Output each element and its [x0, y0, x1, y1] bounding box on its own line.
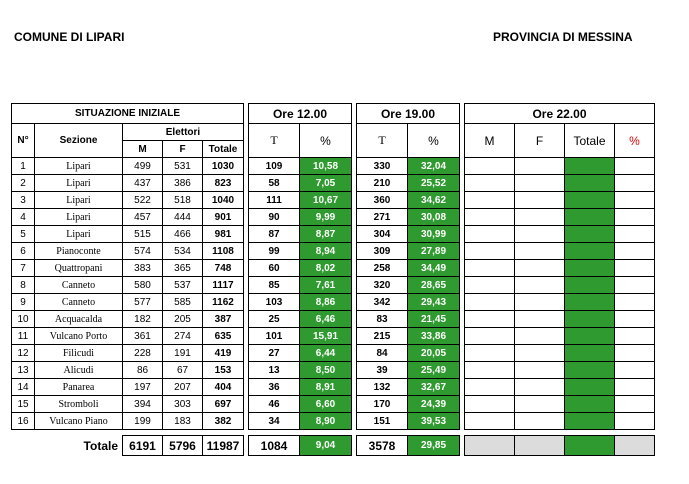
- row-f: 191: [163, 345, 203, 362]
- row-empty-ore22: [615, 294, 655, 311]
- row-empty-ore22: [465, 158, 515, 175]
- row-totale: 697: [203, 396, 244, 413]
- row-t19: 210: [357, 175, 408, 192]
- row-sezione: Quattropani: [35, 260, 123, 277]
- row-empty-ore22: [465, 328, 515, 345]
- row-empty-ore22: [565, 294, 615, 311]
- row-t19: 83: [357, 311, 408, 328]
- row-empty-ore22: [515, 175, 565, 192]
- row-empty-ore22: [565, 396, 615, 413]
- table-row: [12, 226, 655, 243]
- row-f: 205: [163, 311, 203, 328]
- row-m: 499: [123, 158, 163, 175]
- row-m: 577: [123, 294, 163, 311]
- table-row: [12, 311, 655, 328]
- row-pct12: 8,50: [300, 362, 352, 379]
- totale-t12: 1084: [249, 436, 300, 456]
- row-f: 303: [163, 396, 203, 413]
- row-pct19: 20,05: [408, 345, 460, 362]
- row-empty-ore22: [465, 345, 515, 362]
- col-n: N°: [12, 124, 35, 158]
- row-sezione: Pianoconte: [35, 243, 123, 260]
- row-m: 182: [123, 311, 163, 328]
- row-number: 14: [12, 379, 35, 396]
- row-empty-ore22: [615, 362, 655, 379]
- situazione-header: SITUAZIONE INIZIALE: [12, 104, 244, 124]
- row-empty-ore22: [565, 362, 615, 379]
- row-totale: 748: [203, 260, 244, 277]
- row-t19: 170: [357, 396, 408, 413]
- row-empty-ore22: [465, 226, 515, 243]
- row-f: 444: [163, 209, 203, 226]
- col-m22: M: [465, 124, 515, 158]
- row-m: 522: [123, 192, 163, 209]
- row-pct12: 8,94: [300, 243, 352, 260]
- row-empty-ore22: [615, 311, 655, 328]
- row-sezione: Alicudi: [35, 362, 123, 379]
- row-empty-ore22: [565, 277, 615, 294]
- row-t12: 27: [249, 345, 300, 362]
- row-t19: 39: [357, 362, 408, 379]
- row-pct19: 32,04: [408, 158, 460, 175]
- row-empty-ore22: [465, 175, 515, 192]
- row-sezione: Canneto: [35, 294, 123, 311]
- table-row: [12, 396, 655, 413]
- row-t12: 60: [249, 260, 300, 277]
- row-empty-ore22: [565, 345, 615, 362]
- row-f: 365: [163, 260, 203, 277]
- row-number: 6: [12, 243, 35, 260]
- row-totale: 404: [203, 379, 244, 396]
- row-number: 5: [12, 226, 35, 243]
- row-f: 585: [163, 294, 203, 311]
- row-totale: 382: [203, 413, 244, 430]
- row-empty-ore22: [465, 413, 515, 430]
- row-number: 1: [12, 158, 35, 175]
- row-sezione: Vulcano Porto: [35, 328, 123, 345]
- totale-m22: [465, 436, 515, 456]
- row-empty-ore22: [615, 260, 655, 277]
- row-t12: 109: [249, 158, 300, 175]
- row-totale: 981: [203, 226, 244, 243]
- row-t19: 360: [357, 192, 408, 209]
- row-empty-ore22: [565, 379, 615, 396]
- row-pct19: 34,62: [408, 192, 460, 209]
- row-empty-ore22: [515, 362, 565, 379]
- row-empty-ore22: [465, 192, 515, 209]
- row-t12: 46: [249, 396, 300, 413]
- row-m: 574: [123, 243, 163, 260]
- row-pct19: 27,89: [408, 243, 460, 260]
- provincia-title: PROVINCIA DI MESSINA: [493, 30, 633, 44]
- row-empty-ore22: [465, 396, 515, 413]
- row-empty-ore22: [565, 192, 615, 209]
- row-f: 183: [163, 413, 203, 430]
- row-pct19: 25,52: [408, 175, 460, 192]
- col-totale: Totale: [203, 141, 244, 158]
- row-t12: 103: [249, 294, 300, 311]
- row-pct12: 15,91: [300, 328, 352, 345]
- row-pct12: 6,44: [300, 345, 352, 362]
- row-number: 4: [12, 209, 35, 226]
- row-pct12: 8,91: [300, 379, 352, 396]
- row-empty-ore22: [515, 311, 565, 328]
- totale-m: 6191: [123, 436, 163, 456]
- row-number: 10: [12, 311, 35, 328]
- col-totale22: Totale: [565, 124, 615, 158]
- comune-title: COMUNE DI LIPARI: [14, 30, 125, 44]
- row-t19: 271: [357, 209, 408, 226]
- row-empty-ore22: [565, 226, 615, 243]
- row-empty-ore22: [565, 260, 615, 277]
- table-row: [12, 192, 655, 209]
- row-empty-ore22: [515, 260, 565, 277]
- row-f: 386: [163, 175, 203, 192]
- col-t12: T: [249, 124, 300, 158]
- ore12-header: Ore 12.00: [249, 104, 352, 124]
- totals-row: [12, 436, 655, 456]
- row-number: 3: [12, 192, 35, 209]
- row-t12: 58: [249, 175, 300, 192]
- row-empty-ore22: [515, 192, 565, 209]
- col-pct12: %: [300, 124, 352, 158]
- row-t19: 330: [357, 158, 408, 175]
- table-row: [12, 260, 655, 277]
- row-t12: 34: [249, 413, 300, 430]
- row-empty-ore22: [565, 175, 615, 192]
- row-t12: 111: [249, 192, 300, 209]
- row-empty-ore22: [565, 413, 615, 430]
- row-empty-ore22: [515, 158, 565, 175]
- table-row: [12, 328, 655, 345]
- row-m: 457: [123, 209, 163, 226]
- row-m: 199: [123, 413, 163, 430]
- table-row: [12, 158, 655, 175]
- row-pct19: 25,49: [408, 362, 460, 379]
- row-number: 13: [12, 362, 35, 379]
- row-f: 537: [163, 277, 203, 294]
- row-pct12: 8,90: [300, 413, 352, 430]
- row-number: 16: [12, 413, 35, 430]
- row-f: 67: [163, 362, 203, 379]
- row-m: 383: [123, 260, 163, 277]
- row-totale: 1108: [203, 243, 244, 260]
- row-totale: 1117: [203, 277, 244, 294]
- row-empty-ore22: [615, 379, 655, 396]
- totale-pct19: 29,85: [408, 436, 460, 456]
- table-row: [12, 362, 655, 379]
- table-row: [12, 209, 655, 226]
- row-empty-ore22: [615, 345, 655, 362]
- totale-t19: 3578: [357, 436, 408, 456]
- row-t19: 132: [357, 379, 408, 396]
- row-t12: 87: [249, 226, 300, 243]
- row-empty-ore22: [515, 396, 565, 413]
- row-number: 8: [12, 277, 35, 294]
- row-empty-ore22: [615, 209, 655, 226]
- table-row: [12, 277, 655, 294]
- row-sezione: Stromboli: [35, 396, 123, 413]
- row-empty-ore22: [465, 277, 515, 294]
- row-empty-ore22: [565, 328, 615, 345]
- row-totale: 901: [203, 209, 244, 226]
- row-totale: 153: [203, 362, 244, 379]
- row-t19: 84: [357, 345, 408, 362]
- row-empty-ore22: [615, 277, 655, 294]
- row-pct12: 10,67: [300, 192, 352, 209]
- row-empty-ore22: [515, 413, 565, 430]
- row-f: 466: [163, 226, 203, 243]
- row-empty-ore22: [615, 175, 655, 192]
- row-sezione: Acquacalda: [35, 311, 123, 328]
- row-pct12: 8,87: [300, 226, 352, 243]
- row-pct12: 7,05: [300, 175, 352, 192]
- row-totale: 419: [203, 345, 244, 362]
- ore22-header: Ore 22.00: [465, 104, 655, 124]
- row-totale: 635: [203, 328, 244, 345]
- totale-f: 5796: [163, 436, 203, 456]
- row-t19: 151: [357, 413, 408, 430]
- row-sezione: Lipari: [35, 175, 123, 192]
- row-pct19: 33,86: [408, 328, 460, 345]
- row-totale: 1040: [203, 192, 244, 209]
- row-empty-ore22: [465, 379, 515, 396]
- row-pct19: 29,43: [408, 294, 460, 311]
- totale-pct22: [615, 436, 655, 456]
- row-sezione: Lipari: [35, 209, 123, 226]
- row-t12: 36: [249, 379, 300, 396]
- row-m: 580: [123, 277, 163, 294]
- row-empty-ore22: [615, 243, 655, 260]
- row-pct12: 6,60: [300, 396, 352, 413]
- totale-totale: 11987: [203, 436, 244, 456]
- row-t19: 342: [357, 294, 408, 311]
- row-empty-ore22: [565, 209, 615, 226]
- totale-f22: [515, 436, 565, 456]
- row-empty-ore22: [515, 294, 565, 311]
- row-number: 15: [12, 396, 35, 413]
- row-sezione: Vulcano Piano: [35, 413, 123, 430]
- row-sezione: Lipari: [35, 226, 123, 243]
- row-sezione: Lipari: [35, 158, 123, 175]
- col-elettori: Elettori: [123, 124, 244, 141]
- row-empty-ore22: [615, 396, 655, 413]
- table-row: [12, 175, 655, 192]
- row-pct12: 8,02: [300, 260, 352, 277]
- ore19-header: Ore 19.00: [357, 104, 460, 124]
- row-pct12: 9,99: [300, 209, 352, 226]
- col-m: M: [123, 141, 163, 158]
- totale-pct12: 9,04: [300, 436, 352, 456]
- row-t19: 309: [357, 243, 408, 260]
- election-table: [11, 103, 655, 456]
- row-pct19: 30,99: [408, 226, 460, 243]
- row-t12: 90: [249, 209, 300, 226]
- row-t19: 304: [357, 226, 408, 243]
- row-t19: 320: [357, 277, 408, 294]
- totale-totale22: [565, 436, 615, 456]
- row-t12: 13: [249, 362, 300, 379]
- row-sezione: Lipari: [35, 192, 123, 209]
- row-t12: 85: [249, 277, 300, 294]
- row-empty-ore22: [515, 328, 565, 345]
- row-empty-ore22: [565, 158, 615, 175]
- row-empty-ore22: [465, 294, 515, 311]
- row-empty-ore22: [465, 362, 515, 379]
- row-m: 394: [123, 396, 163, 413]
- row-pct19: 34,49: [408, 260, 460, 277]
- row-number: 7: [12, 260, 35, 277]
- row-empty-ore22: [465, 311, 515, 328]
- row-sezione: Filicudi: [35, 345, 123, 362]
- row-empty-ore22: [515, 226, 565, 243]
- row-empty-ore22: [615, 413, 655, 430]
- row-pct19: 39,53: [408, 413, 460, 430]
- row-pct12: 6,46: [300, 311, 352, 328]
- row-empty-ore22: [565, 311, 615, 328]
- row-empty-ore22: [615, 226, 655, 243]
- row-empty-ore22: [515, 379, 565, 396]
- col-pct19: %: [408, 124, 460, 158]
- row-totale: 387: [203, 311, 244, 328]
- table-row: [12, 413, 655, 430]
- row-t19: 215: [357, 328, 408, 345]
- row-m: 197: [123, 379, 163, 396]
- row-empty-ore22: [615, 158, 655, 175]
- row-empty-ore22: [515, 243, 565, 260]
- row-empty-ore22: [465, 209, 515, 226]
- table-row: [12, 243, 655, 260]
- row-m: 86: [123, 362, 163, 379]
- row-f: 531: [163, 158, 203, 175]
- row-sezione: Panarea: [35, 379, 123, 396]
- row-empty-ore22: [565, 243, 615, 260]
- row-pct12: 10,58: [300, 158, 352, 175]
- row-totale: 823: [203, 175, 244, 192]
- row-f: 207: [163, 379, 203, 396]
- row-totale: 1162: [203, 294, 244, 311]
- row-number: 12: [12, 345, 35, 362]
- row-pct12: 8,86: [300, 294, 352, 311]
- table-row: [12, 379, 655, 396]
- row-t19: 258: [357, 260, 408, 277]
- row-number: 2: [12, 175, 35, 192]
- row-number: 11: [12, 328, 35, 345]
- row-f: 274: [163, 328, 203, 345]
- col-f: F: [163, 141, 203, 158]
- row-number: 9: [12, 294, 35, 311]
- row-m: 515: [123, 226, 163, 243]
- row-t12: 25: [249, 311, 300, 328]
- col-sezione: Sezione: [35, 124, 123, 158]
- row-m: 228: [123, 345, 163, 362]
- col-f22: F: [515, 124, 565, 158]
- row-empty-ore22: [515, 277, 565, 294]
- table-row: [12, 345, 655, 362]
- row-pct12: 7,61: [300, 277, 352, 294]
- row-pct19: 24,39: [408, 396, 460, 413]
- col-t19: T: [357, 124, 408, 158]
- row-t12: 101: [249, 328, 300, 345]
- table-row: [12, 294, 655, 311]
- row-empty-ore22: [465, 260, 515, 277]
- row-m: 437: [123, 175, 163, 192]
- row-empty-ore22: [615, 192, 655, 209]
- col-pct22: %: [615, 124, 655, 158]
- row-pct19: 21,45: [408, 311, 460, 328]
- row-totale: 1030: [203, 158, 244, 175]
- row-pct19: 30,08: [408, 209, 460, 226]
- row-pct19: 32,67: [408, 379, 460, 396]
- row-empty-ore22: [515, 209, 565, 226]
- totale-label: Totale: [83, 438, 118, 453]
- row-f: 534: [163, 243, 203, 260]
- row-empty-ore22: [465, 243, 515, 260]
- row-f: 518: [163, 192, 203, 209]
- row-m: 361: [123, 328, 163, 345]
- row-empty-ore22: [615, 328, 655, 345]
- row-empty-ore22: [515, 345, 565, 362]
- row-pct19: 28,65: [408, 277, 460, 294]
- row-sezione: Canneto: [35, 277, 123, 294]
- row-t12: 99: [249, 243, 300, 260]
